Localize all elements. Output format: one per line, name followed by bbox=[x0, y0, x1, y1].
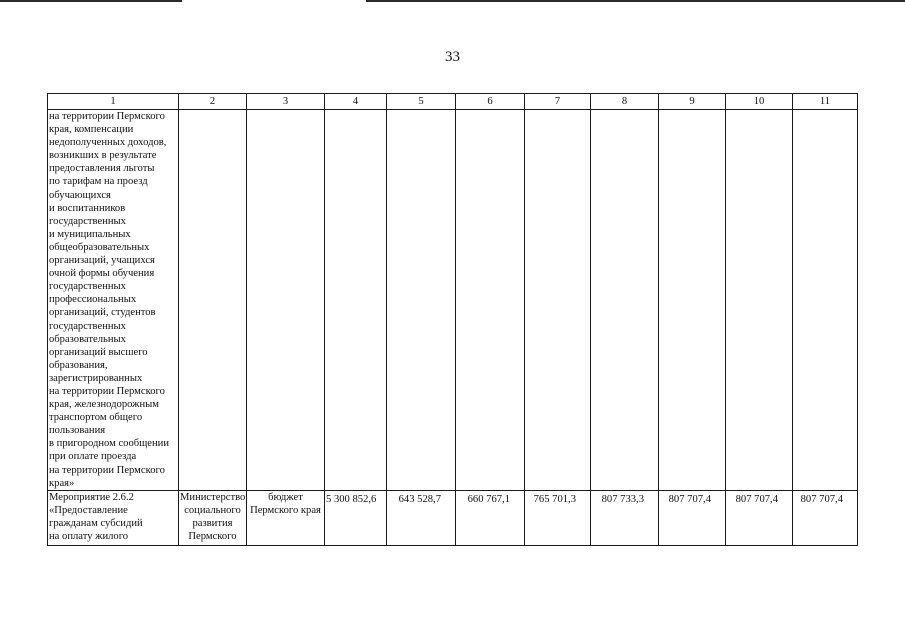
event-name-line: на оплату жилого bbox=[49, 531, 129, 542]
scan-edge-right bbox=[366, 0, 905, 2]
funding-source-line: Пермского края bbox=[250, 504, 321, 516]
description-line: обучающихся bbox=[49, 189, 111, 201]
description-line: государственных bbox=[49, 215, 126, 227]
description-line: на территории Пермского bbox=[49, 385, 165, 397]
executor-cell bbox=[179, 490, 247, 545]
table-row-event bbox=[48, 490, 858, 545]
empty-cell bbox=[793, 110, 858, 491]
header-cell: 2 bbox=[179, 94, 247, 110]
description-line: государственных bbox=[49, 281, 126, 293]
value-cell: 5 300 852,6 bbox=[325, 490, 387, 545]
header-cell: 7 bbox=[525, 94, 591, 110]
description-line: недополученных доходов, bbox=[49, 137, 167, 149]
funding-source-cell bbox=[247, 490, 325, 545]
empty-cell bbox=[591, 110, 659, 491]
description-line: организаций, студентов bbox=[49, 307, 156, 319]
executor-line: развития bbox=[192, 517, 233, 529]
executor-line: Пермского bbox=[188, 531, 237, 542]
description-line: края» bbox=[49, 477, 75, 489]
description-line: зарегистрированных bbox=[49, 372, 143, 384]
description-line: на территории Пермского bbox=[49, 111, 165, 122]
event-description-cell bbox=[48, 110, 179, 491]
header-cell: 10 bbox=[726, 94, 793, 110]
description-line: государственных bbox=[49, 320, 126, 332]
value-cell: 643 528,7 bbox=[387, 490, 456, 545]
empty-cell bbox=[387, 110, 456, 491]
value-cell: 807 707,4 bbox=[793, 490, 858, 545]
event-name-cell bbox=[48, 490, 179, 545]
description-line: очной формы обучения bbox=[49, 268, 155, 280]
description-line: транспортом общего bbox=[49, 412, 143, 424]
description-line: возникших в результате bbox=[49, 150, 157, 162]
page-number: 33 bbox=[445, 49, 460, 65]
empty-cell bbox=[456, 110, 525, 491]
description-line: при оплате проезда bbox=[49, 451, 137, 463]
empty-cell bbox=[325, 110, 387, 491]
executor-line: социального bbox=[184, 504, 241, 516]
header-cell: 3 bbox=[247, 94, 325, 110]
description-line: в пригородном сообщении bbox=[49, 438, 170, 450]
empty-cell bbox=[726, 110, 793, 491]
funding-source-line: бюджет bbox=[268, 491, 303, 503]
event-name-line: Мероприятие 2.6.2 bbox=[49, 491, 134, 503]
description-line: организаций высшего bbox=[49, 346, 148, 358]
empty-cell bbox=[659, 110, 726, 491]
description-line: образования, bbox=[49, 359, 108, 371]
description-line: края, железнодорожным bbox=[49, 399, 159, 411]
description-line: по тарифам на проезд bbox=[49, 176, 148, 188]
value-cell: 660 767,1 bbox=[456, 490, 525, 545]
value-cell: 807 733,3 bbox=[591, 490, 659, 545]
header-cell: 8 bbox=[591, 94, 659, 110]
description-line: края, компенсации bbox=[49, 124, 134, 136]
header-cell: 1 bbox=[48, 94, 179, 110]
description-line: предоставления льготы bbox=[49, 163, 155, 175]
header-cell: 6 bbox=[456, 94, 525, 110]
description-line: образовательных bbox=[49, 333, 126, 345]
value-cell: 807 707,4 bbox=[659, 490, 726, 545]
description-line: пользования bbox=[49, 425, 106, 437]
header-cell: 11 bbox=[793, 94, 858, 110]
empty-cell bbox=[247, 110, 325, 491]
value-cell: 765 701,3 bbox=[525, 490, 591, 545]
description-line: и воспитанников bbox=[49, 202, 126, 214]
value-cell: 807 707,4 bbox=[726, 490, 793, 545]
header-cell: 9 bbox=[659, 94, 726, 110]
description-line: общеобразовательных bbox=[49, 241, 150, 253]
event-name-line: гражданам субсидий bbox=[49, 517, 143, 529]
description-line: и муниципальных bbox=[49, 228, 131, 240]
header-cell: 4 bbox=[325, 94, 387, 110]
empty-cell bbox=[525, 110, 591, 491]
description-line: профессиональных bbox=[49, 294, 137, 306]
executor-line: Министерство bbox=[180, 491, 246, 503]
header-cell: 5 bbox=[387, 94, 456, 110]
description-line: организаций, учащихся bbox=[49, 255, 155, 267]
empty-cell bbox=[179, 110, 247, 491]
header-row bbox=[48, 94, 858, 110]
budget-table bbox=[47, 93, 858, 546]
description-line: на территории Пермского bbox=[49, 464, 165, 476]
table-row-continued bbox=[48, 110, 858, 491]
event-name-line: «Предоставление bbox=[49, 504, 128, 516]
scan-edge-left bbox=[0, 0, 182, 2]
